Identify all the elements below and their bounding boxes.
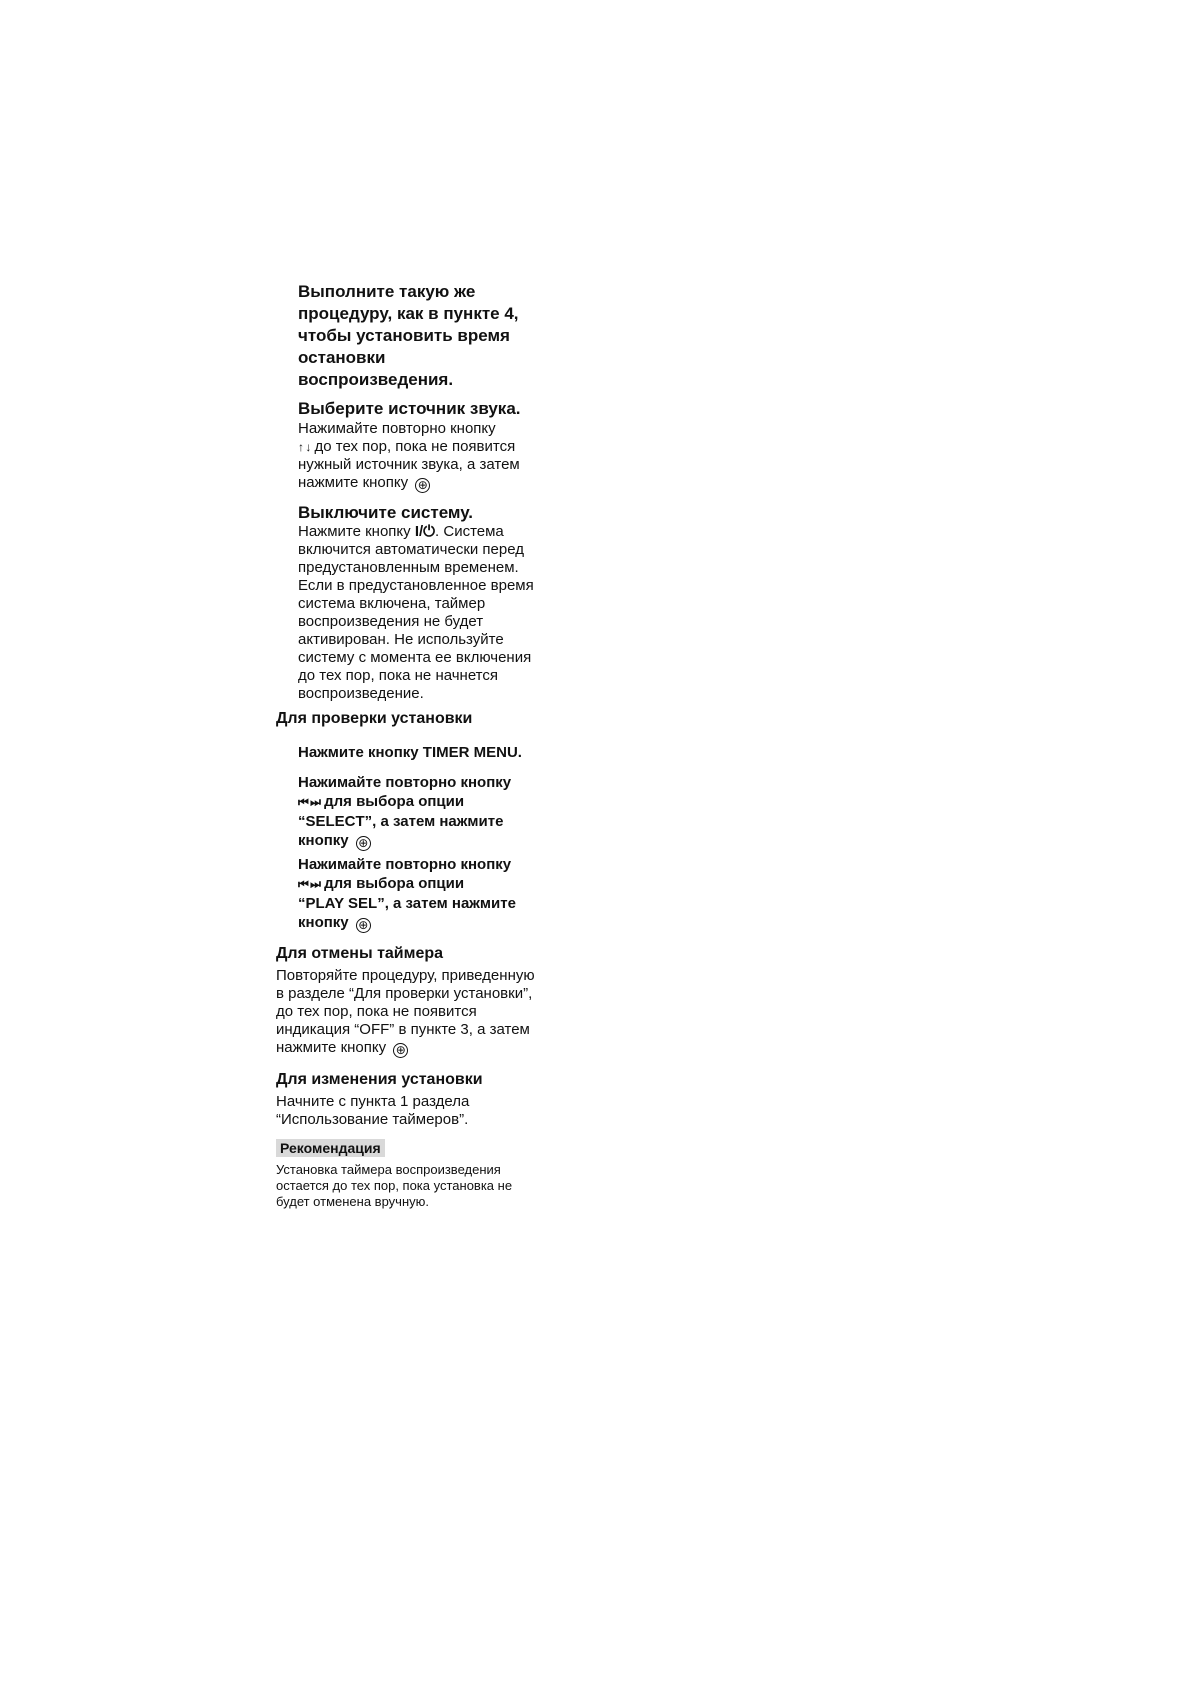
step-6-line-4 (298, 474, 588, 493)
cancel-timer-text: Повторяйте процедуру, приведенную в разделе “Для проверки установки”, до тех пор, пока не появится индикация “OFF” в пункте 3, а затем нажмите кнопку (276, 967, 535, 1056)
step-6-line-1: Нажимайте повторно кнопку (298, 420, 496, 437)
tip-body: Установка таймера воспроизведения остается до тех пор, пока установка не будет отменена вручную. (276, 1162, 513, 1209)
enter-icon: ⊕ (356, 836, 371, 851)
prev-next-icon: ⏮ ⏭ (298, 877, 320, 891)
step-7-body (298, 523, 546, 703)
check-step-3-line-2 (298, 874, 558, 894)
check-step-2-line-2-text: для выбора опции (324, 793, 465, 810)
change-settings-heading: Для изменения установки (276, 1071, 483, 1088)
check-settings-heading: Для проверки установки (276, 710, 473, 727)
step-5-heading: Выполните такую же процедуру, как в пункте 4, чтобы установить время остановки воспроизведения. (298, 282, 519, 389)
check-step-2-line-3: “SELECT”, а затем нажмите (298, 813, 504, 830)
check-step-3-line-4 (298, 913, 558, 933)
up-down-arrows-icon: ↑ ↓ (298, 440, 311, 454)
prev-next-icon: ⏮ ⏭ (298, 795, 320, 809)
enter-icon: ⊕ (356, 918, 371, 933)
step-7-prefix: Нажмите кнопку (298, 523, 411, 540)
cancel-timer-body (276, 967, 546, 1058)
check-step-2-line-4 (298, 831, 558, 851)
step-6-line-3: нужный источник звука, а затем (298, 456, 520, 473)
check-step-3 (298, 855, 558, 933)
step-6-body (298, 420, 588, 493)
enter-icon: ⊕ (393, 1043, 408, 1058)
step-6-line-4-text: нажмите кнопку (298, 474, 409, 491)
check-step-2-line-4-text: кнопку (298, 832, 349, 849)
tip-label: Рекомендация (276, 1139, 385, 1157)
step-7-heading: Выключите систему. (298, 503, 473, 522)
tip-label-container (276, 1139, 385, 1158)
step-6-heading: Выберите источник звука. (298, 399, 521, 418)
check-step-3-line-3: “PLAY SEL”, а затем нажмите (298, 895, 516, 912)
step-7-rest: включится автоматически перед предустановленным временем. Если в предустановленное время система включена, таймер воспроизведения не будет активирован. Не используйте систему с момента ее включения до тех пор, пока не начнется воспроизведение. (298, 541, 534, 702)
step-6-line-2-text: до тех пор, пока не появится (314, 438, 516, 455)
step-7-after-symbol: . Система (435, 523, 504, 540)
check-step-3-line-1: Нажимайте повторно кнопку (298, 856, 512, 873)
check-step-2-line-2 (298, 792, 558, 812)
enter-icon: ⊕ (415, 478, 430, 493)
power-icon: I/⏻ (414, 523, 436, 540)
check-step-1: Нажмите кнопку TIMER MENU. (298, 744, 522, 761)
check-step-2 (298, 773, 558, 851)
step-6-line-2 (298, 438, 588, 456)
check-step-3-line-2-text: для выбора опции (324, 875, 465, 892)
change-settings-body: Начните с пункта 1 раздела “Использование таймеров”. (276, 1093, 470, 1128)
check-step-2-line-1: Нажимайте повторно кнопку (298, 774, 512, 791)
check-step-3-line-4-text: кнопку (298, 914, 349, 931)
cancel-timer-heading: Для отмены таймера (276, 945, 444, 962)
